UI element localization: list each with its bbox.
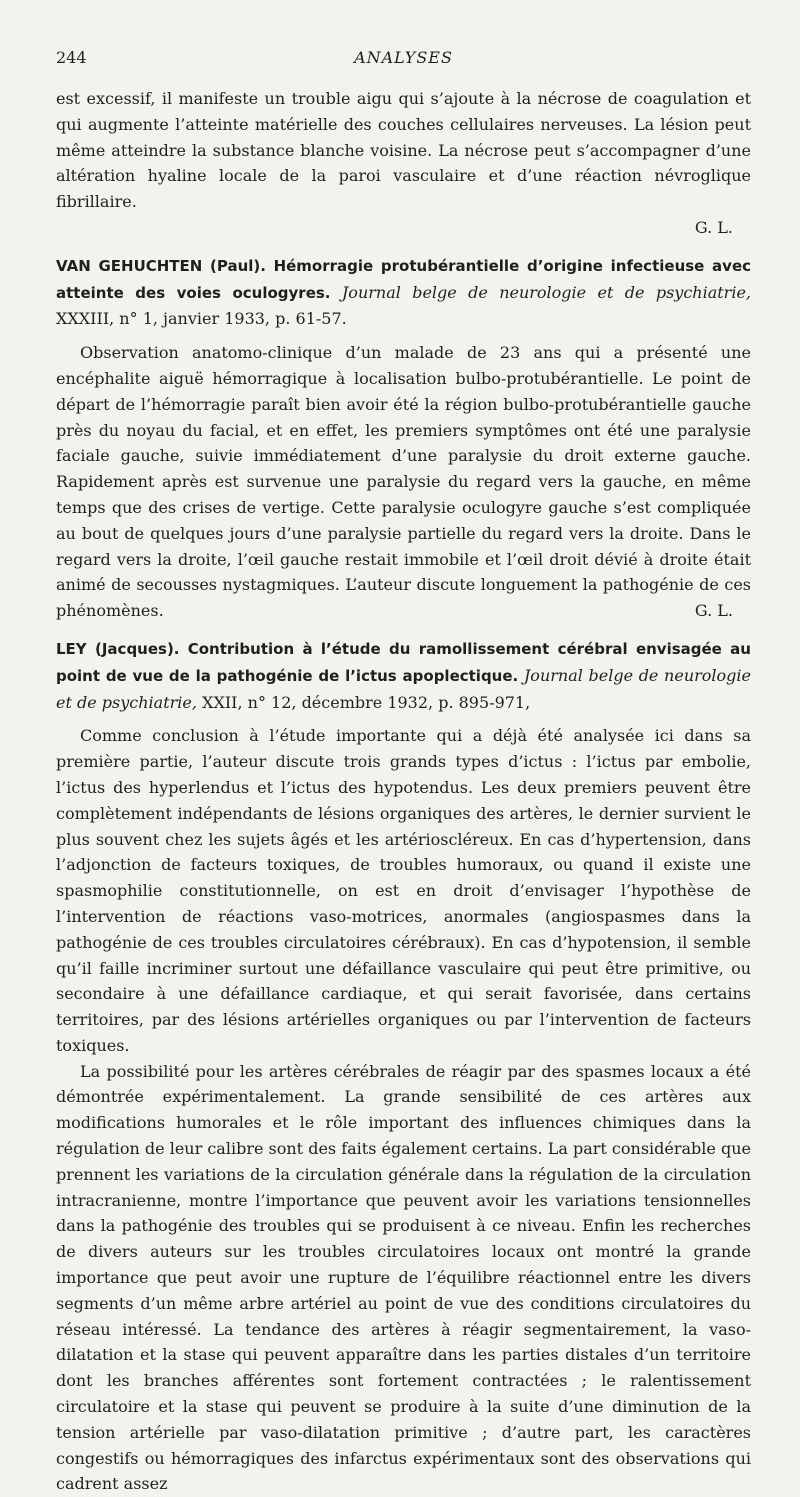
review-1-signature: G. L. — [694, 601, 733, 621]
review-2-journal: Journal belge de neurologie et de psychiatrie, — [56, 665, 751, 712]
review-1-title: Hémorragie protubérantielle d’origine infectieuse avec atteinte des voies oculogyres. — [56, 256, 752, 302]
review-1-body-text: Observation anatomo-clinique d’un malade de 23 ans qui a présenté une encéphalite aiguë hémorragique à localisation bulbo-protubérantielle. Le point de départ de l’hémorragie paraît bien avoir été la région bulbo-protubérantielle gauche près du noyau du facial, et en effet, les premiers symptômes ont été une paralysie faciale gauche, suivie immédiatement d’une paralysie du droit externe gauche. Rapidement après est survenue une paralysie du regard vers la gauche, en même temps que des crises de vertige. Cette paralysie oculogyre gauche s’est compliquée au bout de quelques jours d’une paralysie partielle du regard vers la droite. Dans le regard vers la droite, l’œil gauche restait immobile et l’œil droit dévié à droite était animé de secousses nystagmiques. L’auteur discute longuement la pathogénie de ces phénomènes. — [56, 343, 751, 621]
body-text — [56, 86, 751, 1497]
review-2-paragraph-1: Comme conclusion à l’étude importante qui a déjà été analysée ici dans sa première partie, l’auteur discute trois grands types d’ictus : l’ictus par embolie, l’ictus des hyperlendus et l’ictus des hypotendus. Les deux premiers peuvent être complètement indépendants de lésions organiques des artères, le dernier survient le plus souvent chez les sujets âgés et les artérioscléreux. En cas d’hypertension, dans l’adjonction de facteurs toxiques, de troubles humoraux, ou quand il existe une spasmophilie constitutionnelle, on est en droit d’envisager l’hypothèse de l’intervention de réactions vaso-motrices, anormales (angiospasmes dans la pathogénie de ces troubles circulatoires cérébraux). En cas d’hypotension, il semble qu’il faille incriminer surtout une défaillance vasculaire qui peut être primitive, ou secondaire à une défaillance cardiaque, et qui serait favorisée, dans certains territoires, par des lésions artérielles organiques ou par l’intervention de facteurs toxiques. — [56, 726, 751, 1055]
review-1-citation: XXXIII, n° 1, janvier 1933, p. 61-57. — [56, 309, 347, 329]
review-2-author: LEY (Jacques). — [56, 639, 180, 658]
review-1-author: VAN GEHUCHTEN (Paul). — [56, 256, 266, 275]
page-header — [56, 48, 751, 72]
review-2-header — [56, 636, 751, 715]
review-2-title: Contribution à l’étude du ramollissement cérébral envisagée au point de vue de la pathogénie de l’ictus apoplectique. — [56, 639, 751, 685]
running-title: ANALYSES — [354, 48, 453, 67]
review-1-journal: Journal belge de neurologie et de psychiatrie, — [341, 282, 752, 302]
intro-signature: G. L. — [694, 217, 733, 237]
review-1-header — [56, 253, 751, 332]
page-number: 244 — [56, 48, 87, 67]
intro-paragraph: est excessif, il manifeste un trouble aigu qui s’ajoute à la nécrose de coagulation et qui augmente l’atteinte matérielle des couches cellulaires nerveuses. La lésion peut même atteindre la substance blanche voisine. La nécrose peut s’accompagner d’une altération hyaline locale de la paroi vasculaire et d’une réaction névroglique fibrillaire. — [56, 89, 751, 212]
review-1-body — [56, 340, 751, 624]
review-2-citation: XXII, n° 12, décembre 1932, p. 895-971, — [202, 692, 531, 712]
review-2-paragraph-2: La possibilité pour les artères cérébrales de réagir par des spasmes locaux a été démontrée expérimentalement. La grande sensibilité de ces artères aux modifications humorales et le rôle important des influences chimiques dans la régulation de leur calibre sont des faits également certains. La part considérable que prennent les variations de la circulation générale dans la régulation de la circulation intracranienne, montre l’importance que peuvent avoir les variations tensionnelles dans la pathogénie des troubles qui se produisent à ce niveau. Enfin les recherches de divers auteurs sur les troubles circulatoires locaux ont montré la grande importance que peut avoir une rupture de l’équilibre réactionnel entre les divers segments d’un même arbre artériel au point de vue des conditions circulatoires du réseau intéressé. La tendance des artères à réagir segmentairement, la vaso-dilatation et la stase qui peuvent apparaître dans les parties distales d’un territoire dont les branches afférentes sont fortement contractées ; le ralentissement circulatoire et la stase qui peuvent se produire à la suite d’une diminution de la tension artérielle par vaso-dilatation primitive ; d’autre part, les caractères congestifs ou hémorragiques des infarctus expérimentaux sont des observations qui cadrent assez — [56, 1061, 751, 1494]
